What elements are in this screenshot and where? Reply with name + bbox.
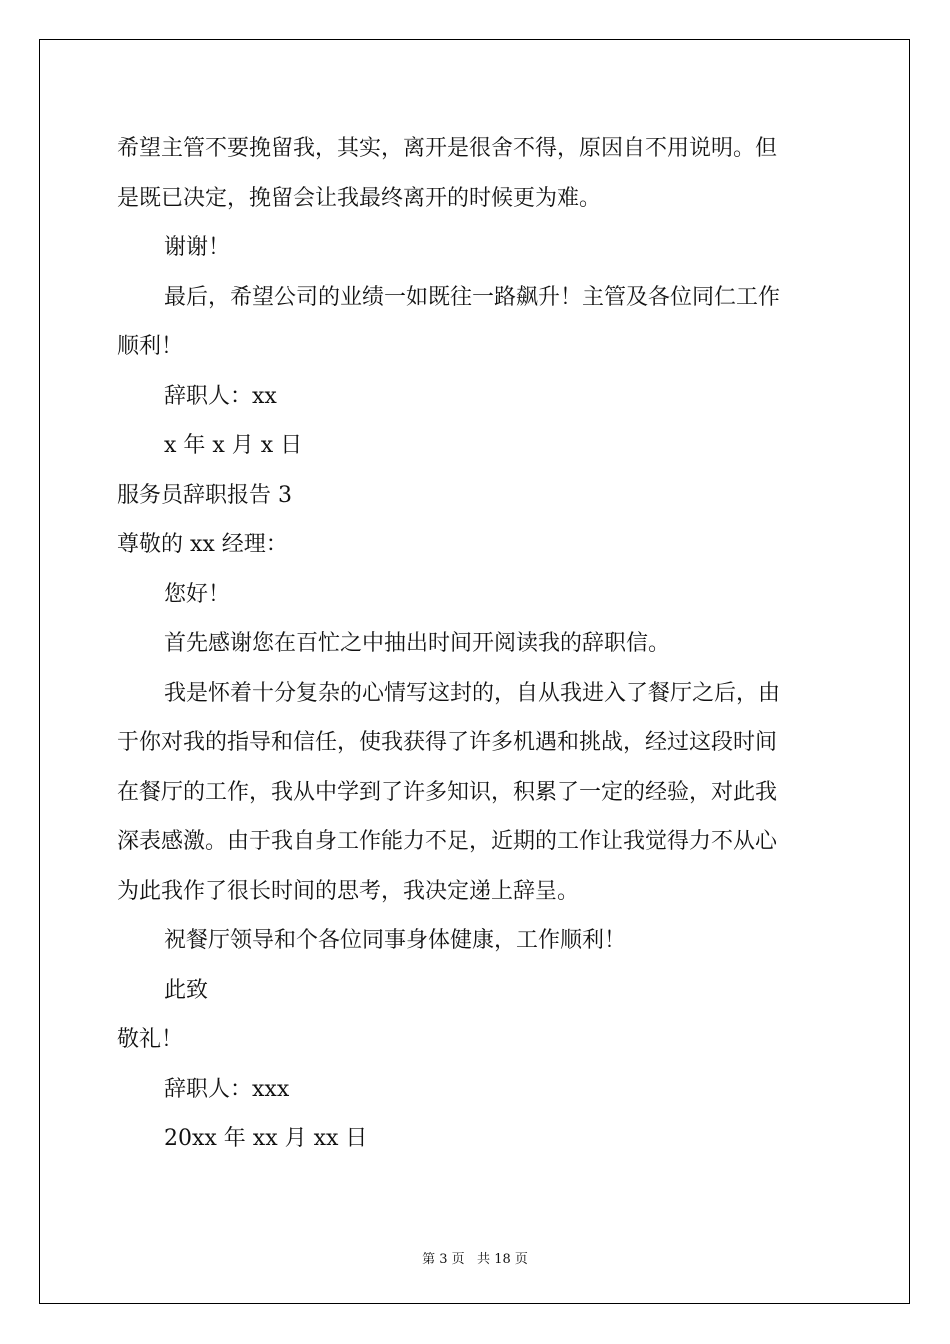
- body-line: 于你对我的指导和信任，使我获得了许多机遇和挑战，经过这段时间: [117, 730, 778, 755]
- body-line: 深表感激。由于我自身工作能力不足，近期的工作让我觉得力不从心: [117, 829, 778, 854]
- body-line: 顺利！: [117, 334, 184, 359]
- body-line: 在餐厅的工作，我从中学到了许多知识，积累了一定的经验，对此我: [117, 779, 778, 805]
- closing-line: 此致: [164, 977, 209, 1003]
- signature-line: 辞职人：xx: [164, 383, 277, 409]
- body-line: 希望主管不要挽留我，其实，离开是很舍不得，原因自不用说明。但: [117, 136, 778, 161]
- page-number: 第 3 页 共 18 页: [422, 1252, 528, 1267]
- body-line: 为此我作了很长时间的思考，我决定递上辞呈。: [117, 878, 580, 904]
- salutation: 尊敬的 xx 经理：: [117, 532, 288, 557]
- letter-body: [117, 124, 833, 1164]
- signature-line: 辞职人：xxx: [164, 1076, 290, 1102]
- closing-line: 敬礼！: [117, 1027, 184, 1052]
- date-line: 20xx 年 xx 月 xx 日: [164, 1126, 368, 1151]
- body-line: 是既已决定，挽留会让我最终离开的时候更为难。: [117, 185, 602, 211]
- greeting: 您好！: [164, 581, 231, 607]
- body-line: 首先感谢您在百忙之中抽出时间开阅读我的辞职信。: [164, 631, 671, 656]
- body-line: 祝餐厅领导和个各位同事身体健康，工作顺利！: [164, 928, 627, 953]
- body-line: 最后，希望公司的业绩一如既往一路飙升！主管及各位同仁工作: [164, 284, 781, 310]
- body-line: 谢谢！: [164, 235, 231, 260]
- body-line: 我是怀着十分复杂的心情写这封的，自从我进入了餐厅之后，由: [164, 680, 781, 706]
- section-title: 服务员辞职报告 3: [117, 482, 292, 508]
- date-line: x 年 x 月 x 日: [164, 433, 303, 458]
